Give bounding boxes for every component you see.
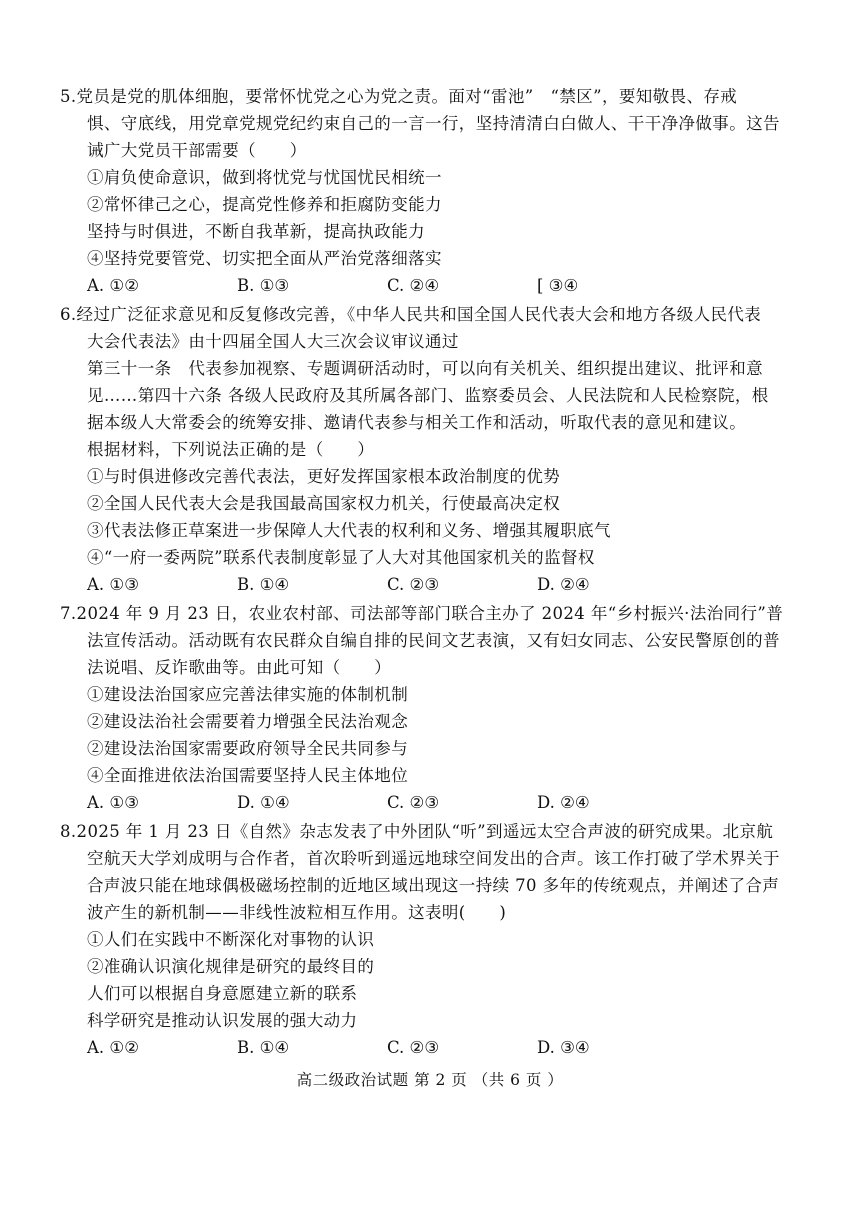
question-5-option-3: 坚持与时俱进，不断自我革新，提高执政能力 (87, 222, 425, 241)
question-6-choice-d: D. ②④ (537, 575, 590, 594)
question-7-option-1: ①建设法治国家应完善法律实施的体制机制 (87, 685, 409, 704)
question-5-stem-line-2: 惧、守底线，用党章党规党纪约束自己的一言一行，坚持清清白白做人、干干净净做事。这告 (87, 114, 780, 133)
question-6-prompt: 根据材料，下列说法正确的是（ ） (87, 440, 375, 459)
question-6-option-2: ②全国人民代表大会是我国最高国家权力机关，行使最高决定权 (87, 494, 561, 513)
question-5-option-2: ②常怀律己之心，提高党性修养和拒腐防变能力 (87, 195, 442, 214)
question-8-choice-a: A. ①② (87, 1038, 139, 1057)
question-6-choice-b: B. ①④ (237, 575, 290, 594)
question-7-choice-c: C. ②③ (387, 793, 440, 812)
question-8-stem-line-3: 合声波只能在地球偶极磁场控制的近地区域出现这一持续 70 多年的传统观点，并阐述了合声 (87, 876, 780, 895)
question-5-option-1: ①肩负使命意识，做到将忧党与忧国忧民相统一 (87, 168, 442, 187)
question-8-choice-b: B. ①④ (237, 1038, 290, 1057)
question-8-stem-line-4: 波产生的新机制——非线性波粒相互作用。这表明( ) (87, 903, 507, 922)
question-5-stem-line-3: 诫广大党员干部需要（ ） (87, 141, 307, 160)
question-6-option-4: ④“一府一委两院”联系代表制度彰显了人大对其他国家机关的监督权 (87, 548, 595, 567)
question-8-option-2: ②准确认识演化规律是研究的最终目的 (87, 957, 375, 976)
question-8-option-3: 人们可以根据自身意愿建立新的联系 (87, 984, 358, 1003)
question-8-choice-c: C. ②③ (387, 1038, 440, 1057)
question-5-choice-c: C. ②④ (387, 276, 440, 295)
question-6-option-3: ③代表法修正草案进一步保障人大代表的权利和义务、增强其履职底气 (87, 521, 611, 540)
question-7-stem-line-2: 法宣传活动。活动既有农民群众自编自排的民间文艺表演，又有妇女同志、公安民警原创的普 (87, 631, 780, 650)
question-7-choice-d: D. ②④ (537, 793, 590, 812)
page-footer: 高二级政治试题 第 2 页 （共 6 页 ） (296, 1071, 564, 1089)
question-5-choice-a: A. ①② (87, 276, 139, 295)
question-6-material-line-1: 第三十一条 代表参加视察、专题调研活动时，可以向有关机关、组织提出建议、批评和意 (87, 359, 763, 378)
question-6-choice-a: A. ①③ (87, 575, 139, 594)
question-6-choice-c: C. ②③ (387, 575, 440, 594)
question-7-choice-a: A. ①③ (87, 793, 139, 812)
question-8-stem-line-1: 8.2025 年 1 月 23 日《自然》杂志发表了中外团队“听”到遥远太空合声波的研究成果。北京航 (60, 822, 774, 841)
question-6-material-line-2: 见……第四十六条 各级人民政府及其所属各部门、监察委员会、人民法院和人民检察院，根 (87, 386, 769, 405)
question-8-option-4: 科学研究是推动认识发展的强大动力 (87, 1011, 358, 1030)
question-7-option-2: ②建设法治社会需要着力增强全民法治观念 (87, 712, 409, 731)
question-6-stem-line-2: 大会代表法》由十四届全国人大三次会议审议通过 (87, 332, 459, 351)
question-5-choice-d: [ ③④ (537, 276, 579, 295)
question-7-choice-b: D. ①④ (237, 793, 290, 812)
question-6-stem-line-1: 6.经过广泛征求意见和反复修改完善，《中华人民共和国全国人民代表大会和地方各级人民代表 (60, 305, 762, 324)
question-7-option-3: ②建设法治国家需要政府领导全民共同参与 (87, 739, 409, 758)
question-7-stem-line-3: 法说唱、反诈歌曲等。由此可知（ ） (87, 658, 392, 677)
question-8-option-1: ①人们在实践中不断深化对事物的认识 (87, 930, 375, 949)
question-5-choice-b: B. ①③ (237, 276, 290, 295)
question-8-choice-d: D. ③④ (537, 1038, 590, 1057)
question-6-option-1: ①与时俱进修改完善代表法，更好发挥国家根本政治制度的优势 (87, 467, 561, 486)
question-6-material-line-3: 据本级人大常委会的统筹安排、邀请代表参与相关工作和活动，听取代表的意见和建议。 (87, 413, 747, 432)
question-7-stem-line-1: 7.2024 年 9 月 23 日，农业农村部、司法部等部门联合主办了 2024 年“乡村振兴·法治同行”普 (60, 604, 784, 623)
question-7-option-4: ④全面推进依法治国需要坚持人民主体地位 (87, 766, 409, 785)
question-8-stem-line-2: 空航天大学刘成明与合作者，首次聆听到遥远地球空间发出的合声。该工作打破了学术界关于 (87, 849, 780, 868)
question-5-option-4: ④坚持党要管党、切实把全面从严治党落细落实 (87, 249, 442, 268)
question-5-stem-line-1: 5.党员是党的肌体细胞，要常怀忧党之心为党之责。面对“雷池” “禁区”，要知敬畏、存戒 (60, 87, 738, 106)
